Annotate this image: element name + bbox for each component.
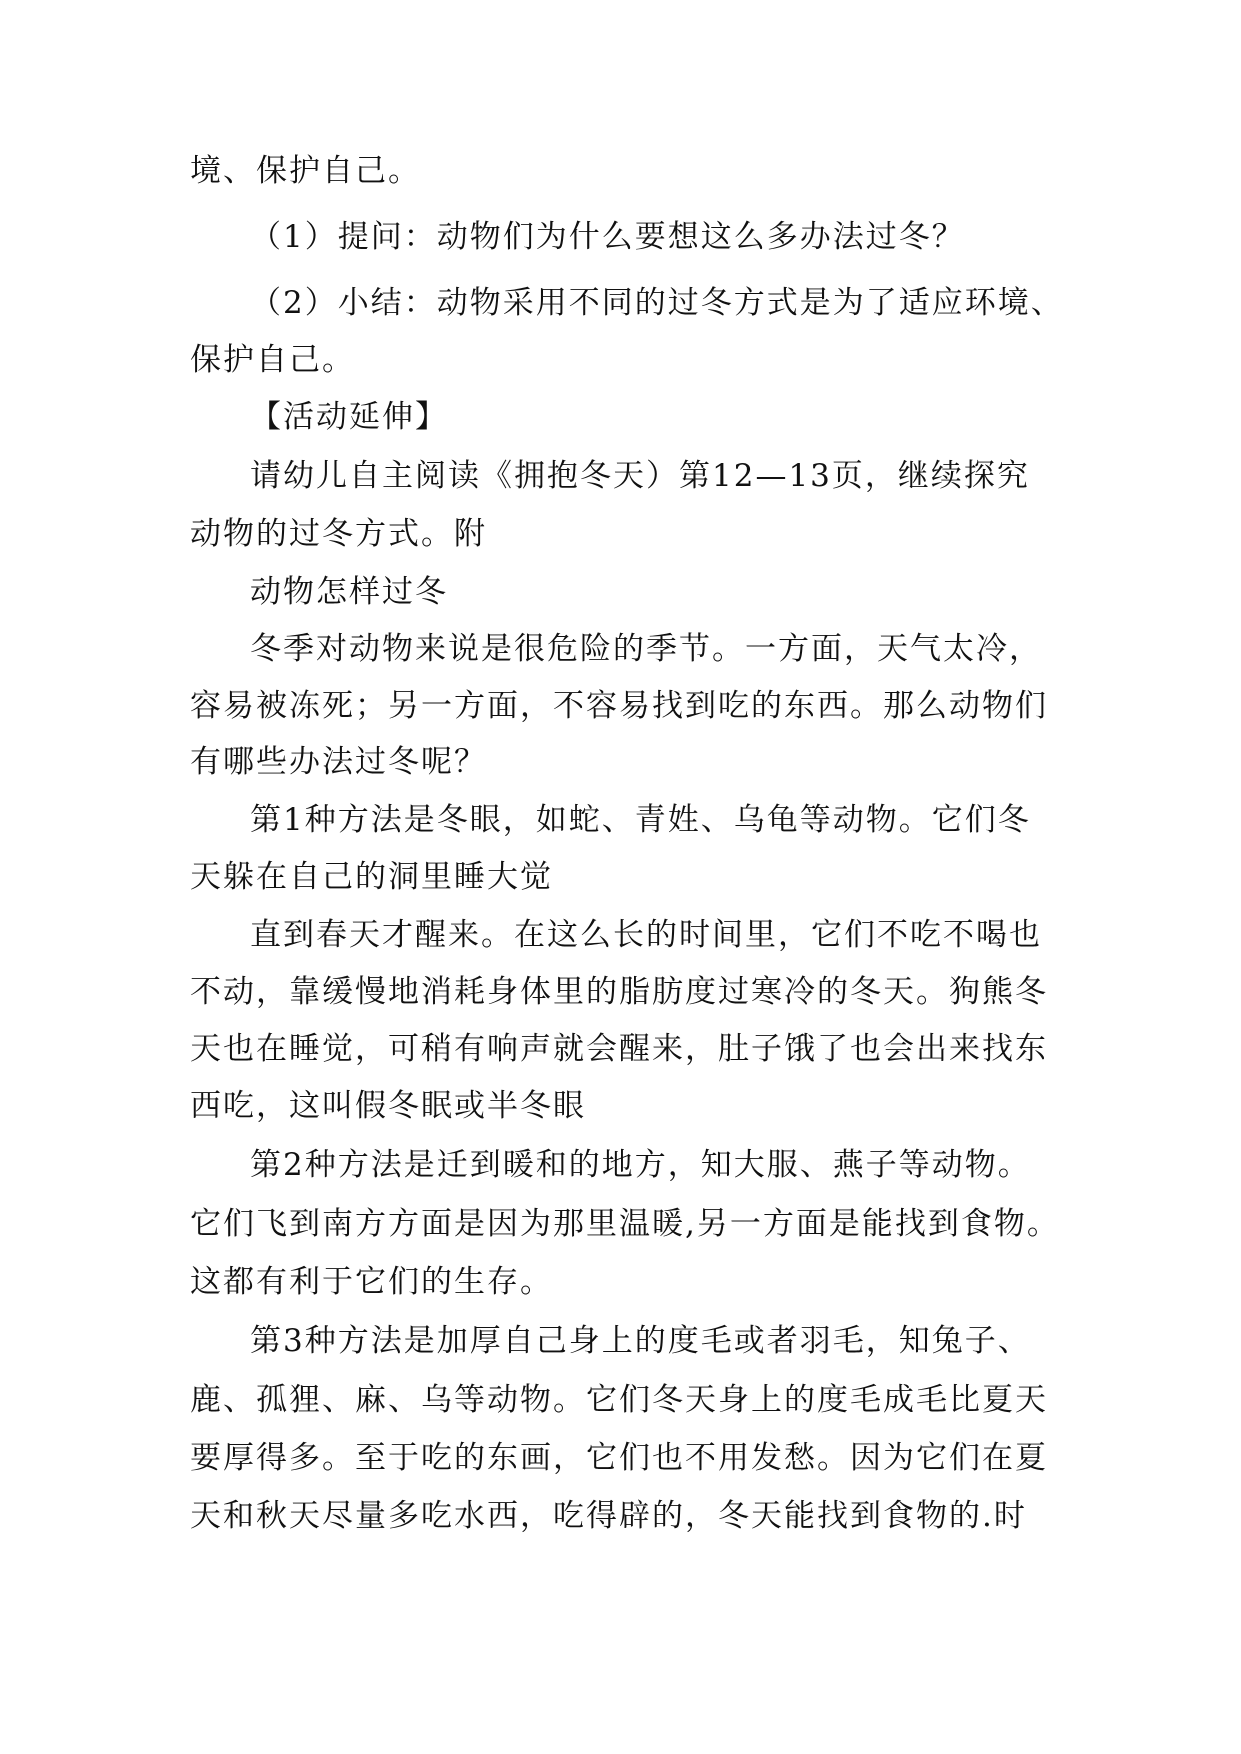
text-line: 容易被冻死；另一方面，不容易找到吃的东西。那么动物们 [190, 688, 1048, 724]
text-line: （2）小结：动物采用不同的过冬方式是为了适应环境、 [250, 285, 1064, 321]
text-line: 天和秋天尽量多吃水西，吃得辟的，冬天能找到食物的.时 [190, 1498, 1027, 1534]
text-line: 不动，靠缓慢地消耗身体里的脂肪度过寒冷的冬天。狗熊冬 [190, 974, 1048, 1010]
text-line: 有哪些办法过冬呢？ [190, 744, 487, 780]
text-line: 它们飞到南方方面是因为那里温暖,另一方面是能找到食物。 [190, 1206, 1060, 1242]
text-line: 这都有利于它们的生存。 [190, 1264, 553, 1300]
text-line: 天躲在自己的洞里睡大觉 [190, 859, 553, 895]
section-heading: 【活动延伸】 [250, 399, 448, 435]
text-line: 直到春天才醒来。在这么长的时间里，它们不吃不喝也 [250, 917, 1042, 953]
text-line: 动物的过冬方式。附 [190, 516, 487, 552]
text-line: 境、保护自己。 [190, 153, 421, 189]
text-line: 第1种方法是冬眼，如蛇、青姓、乌龟等动物。它们冬 [250, 802, 1031, 838]
text-line: 鹿、孤狸、麻、乌等动物。它们冬天身上的度毛成毛比夏天 [190, 1382, 1048, 1418]
text-line: 第3种方法是加厚自己身上的度毛或者羽毛，知兔子、 [250, 1323, 1031, 1359]
text-line: 第2种方法是迁到暖和的地方，知大服、燕子等动物。 [250, 1147, 1031, 1183]
text-line: 冬季对动物来说是很危险的季节。一方面，天气太冷， [250, 631, 1042, 667]
text-line: 天也在睡觉，可稍有响声就会醒来，肚子饿了也会出来找东 [190, 1031, 1048, 1067]
text-line: 请幼儿自主阅读《拥抱冬天）第12—13页，继续探究 [250, 458, 1030, 494]
text-line: 西吃，这叫假冬眠或半冬眼 [190, 1088, 586, 1124]
text-line: 保护自己。 [190, 342, 355, 378]
appendix-title: 动物怎样过冬 [250, 574, 448, 610]
text-line: （1）提问：动物们为什么要想这么多办法过冬？ [250, 219, 965, 255]
text-line: 要厚得多。至于吃的东画，它们也不用发愁。因为它们在夏 [190, 1440, 1048, 1476]
